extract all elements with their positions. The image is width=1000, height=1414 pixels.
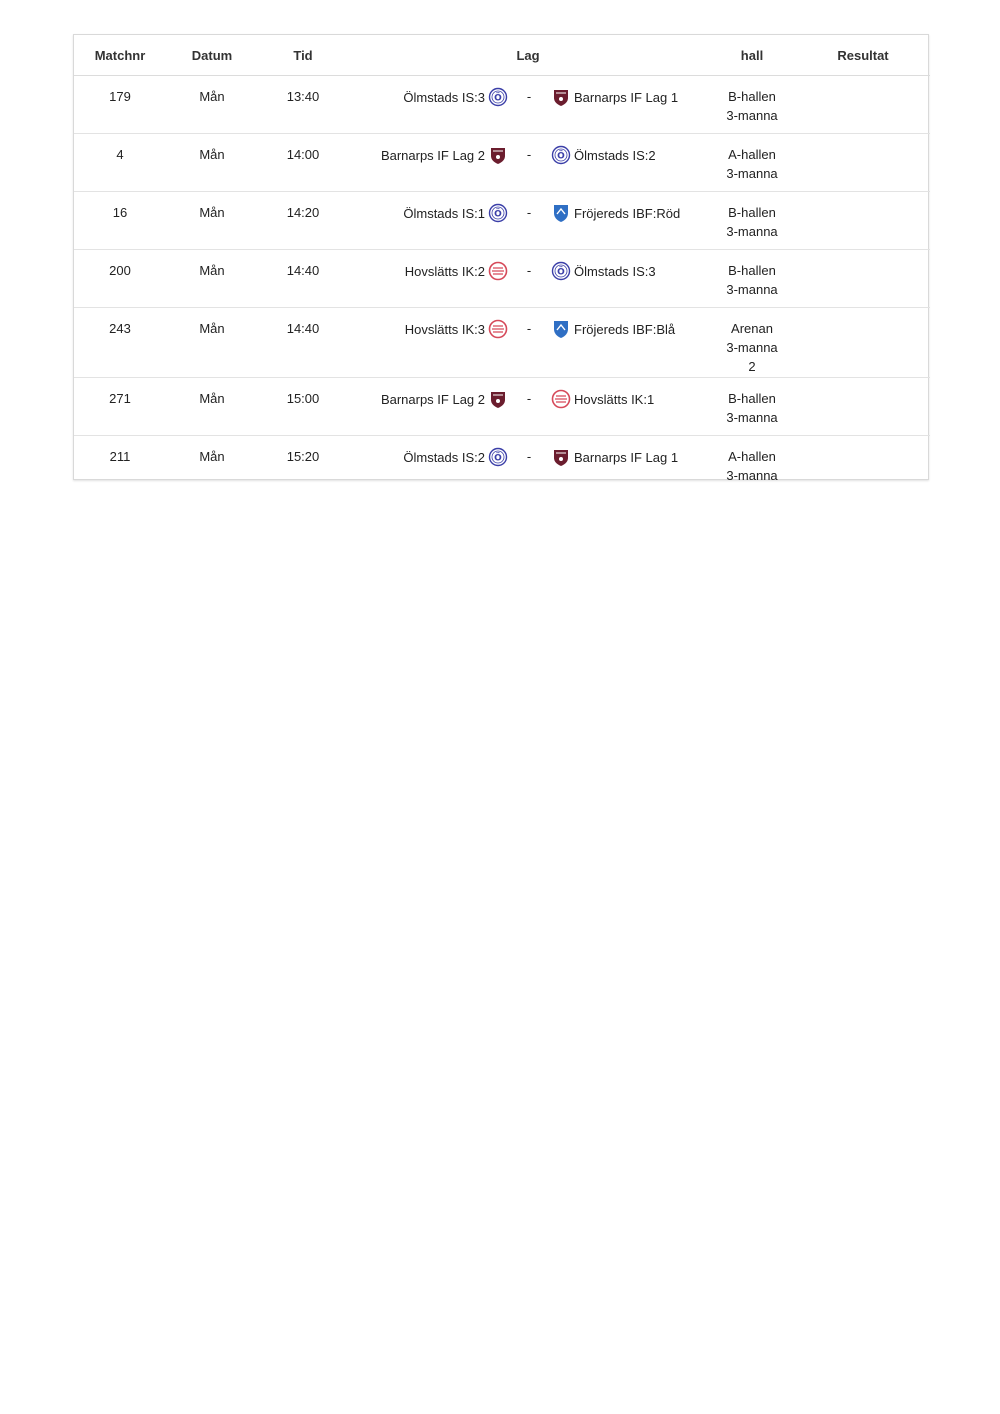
olmstads-logo-icon	[488, 203, 508, 223]
cell-away-team	[550, 378, 708, 436]
cell-separator: -	[508, 192, 550, 250]
cell-matchnr: 16	[74, 192, 166, 250]
cell-datum: Mån	[166, 378, 258, 436]
cell-away-team	[550, 250, 708, 308]
table-row	[74, 378, 930, 436]
cell-resultat	[796, 134, 930, 192]
cell-separator: -	[508, 76, 550, 134]
cell-separator: -	[508, 378, 550, 436]
olmstads-logo-icon	[488, 447, 508, 467]
cell-home-team	[348, 308, 508, 378]
away-team-name: Barnarps IF Lag 1	[574, 449, 679, 465]
cell-home-team	[348, 436, 508, 509]
table-row	[74, 250, 930, 308]
table-row	[74, 134, 930, 192]
svg-text:Ö: Ö	[494, 93, 502, 104]
cell-tid: 13:40	[258, 76, 348, 134]
svg-text:Ö: Ö	[494, 209, 502, 220]
cell-home-team	[348, 76, 508, 134]
cell-hall: B-hallen 3-manna	[708, 250, 796, 308]
frojereds-logo-icon	[551, 319, 571, 339]
table-header-row	[74, 35, 930, 76]
olmstads-logo-icon	[551, 145, 571, 165]
match-schedule-panel	[73, 34, 929, 483]
cell-datum: Mån	[166, 134, 258, 192]
home-team-name: Ölmstads IS:2	[403, 449, 485, 465]
cell-matchnr: 4	[74, 134, 166, 192]
cell-hall: B-hallen 3-manna	[708, 192, 796, 250]
home-team-name: Barnarps IF Lag 2	[380, 147, 485, 163]
cell-resultat	[796, 250, 930, 308]
cell-datum: Mån	[166, 192, 258, 250]
cell-matchnr: 211	[109, 449, 131, 464]
cell-separator: -	[508, 308, 550, 378]
home-team-name: Ölmstads IS:3	[403, 89, 485, 105]
cell-datum: Mån	[199, 449, 225, 464]
cell-tid: 15:20	[286, 449, 320, 464]
table-row	[74, 192, 930, 250]
cell-resultat	[796, 76, 930, 134]
cell-hall: B-hallen 3-manna	[708, 378, 796, 436]
header-tid: Tid	[258, 35, 348, 76]
cell-datum: Mån	[166, 76, 258, 134]
cell-matchnr: 179	[74, 76, 166, 134]
svg-text:Ö: Ö	[557, 267, 565, 278]
cell-home-team	[348, 134, 508, 192]
cell-home-team	[348, 378, 508, 436]
cell-away-team	[550, 308, 708, 378]
hovslatts-logo-icon	[551, 389, 571, 409]
away-team-name: Fröjereds IBF:Blå	[574, 321, 676, 337]
barnarps-logo-icon	[551, 447, 571, 467]
svg-text:Ö: Ö	[494, 453, 502, 464]
table-row	[74, 436, 930, 509]
away-team-name: Hovslätts IK:1	[574, 391, 655, 407]
cell-away-team	[550, 134, 708, 192]
table-row	[74, 76, 930, 134]
hovslatts-logo-icon	[488, 319, 508, 339]
header-datum: Datum	[166, 35, 258, 76]
cell-tid: 14:20	[258, 192, 348, 250]
cell-tid: 14:40	[258, 250, 348, 308]
cell-resultat	[796, 378, 930, 436]
away-team-name: Fröjereds IBF:Röd	[574, 205, 681, 221]
cell-separator: -	[508, 134, 550, 192]
table-row	[74, 308, 930, 378]
cell-tid: 15:00	[258, 378, 348, 436]
barnarps-logo-icon	[551, 87, 571, 107]
svg-text:Ö: Ö	[557, 151, 565, 162]
home-team-name: Hovslätts IK:3	[404, 321, 485, 337]
away-team-name: Barnarps IF Lag 1	[574, 89, 679, 105]
cell-datum: Mån	[166, 308, 258, 378]
table-body	[74, 76, 930, 509]
cell-matchnr: 200	[74, 250, 166, 308]
away-team-name: Ölmstads IS:2	[574, 147, 656, 163]
hovslatts-logo-icon	[488, 261, 508, 281]
olmstads-logo-icon	[488, 87, 508, 107]
cell-resultat	[796, 308, 930, 378]
cell-hall: A-hallen 3-manna	[708, 134, 796, 192]
cell-separator: -	[526, 449, 532, 464]
barnarps-logo-icon	[488, 389, 508, 409]
cell-away-team	[550, 192, 708, 250]
barnarps-logo-icon	[488, 145, 508, 165]
away-team-name: Ölmstads IS:3	[574, 263, 656, 279]
home-team-name: Hovslätts IK:2	[404, 263, 485, 279]
header-lag: Lag	[348, 35, 708, 76]
match-schedule-table	[74, 35, 930, 508]
olmstads-logo-icon	[551, 261, 571, 281]
cell-tid: 14:40	[258, 308, 348, 378]
home-team-name: Ölmstads IS:1	[403, 205, 485, 221]
cell-datum: Mån	[166, 250, 258, 308]
cell-away-team	[550, 436, 708, 509]
frojereds-logo-icon	[551, 203, 571, 223]
cell-separator: -	[508, 250, 550, 308]
cell-hall: A-hallen 3-manna	[726, 449, 778, 483]
cell-resultat	[796, 436, 930, 509]
cell-matchnr: 271	[74, 378, 166, 436]
home-team-name: Barnarps IF Lag 2	[380, 391, 485, 407]
header-matchnr: Matchnr	[74, 35, 166, 76]
cell-resultat	[796, 192, 930, 250]
header-resultat: Resultat	[796, 35, 930, 76]
cell-tid: 14:00	[258, 134, 348, 192]
cell-home-team	[348, 192, 508, 250]
cell-home-team	[348, 250, 508, 308]
cell-hall: B-hallen 3-manna	[708, 76, 796, 134]
cell-away-team	[550, 76, 708, 134]
cell-matchnr: 243	[74, 308, 166, 378]
cell-hall: Arenan 3-manna 2	[708, 308, 796, 378]
header-hall: hall	[708, 35, 796, 76]
